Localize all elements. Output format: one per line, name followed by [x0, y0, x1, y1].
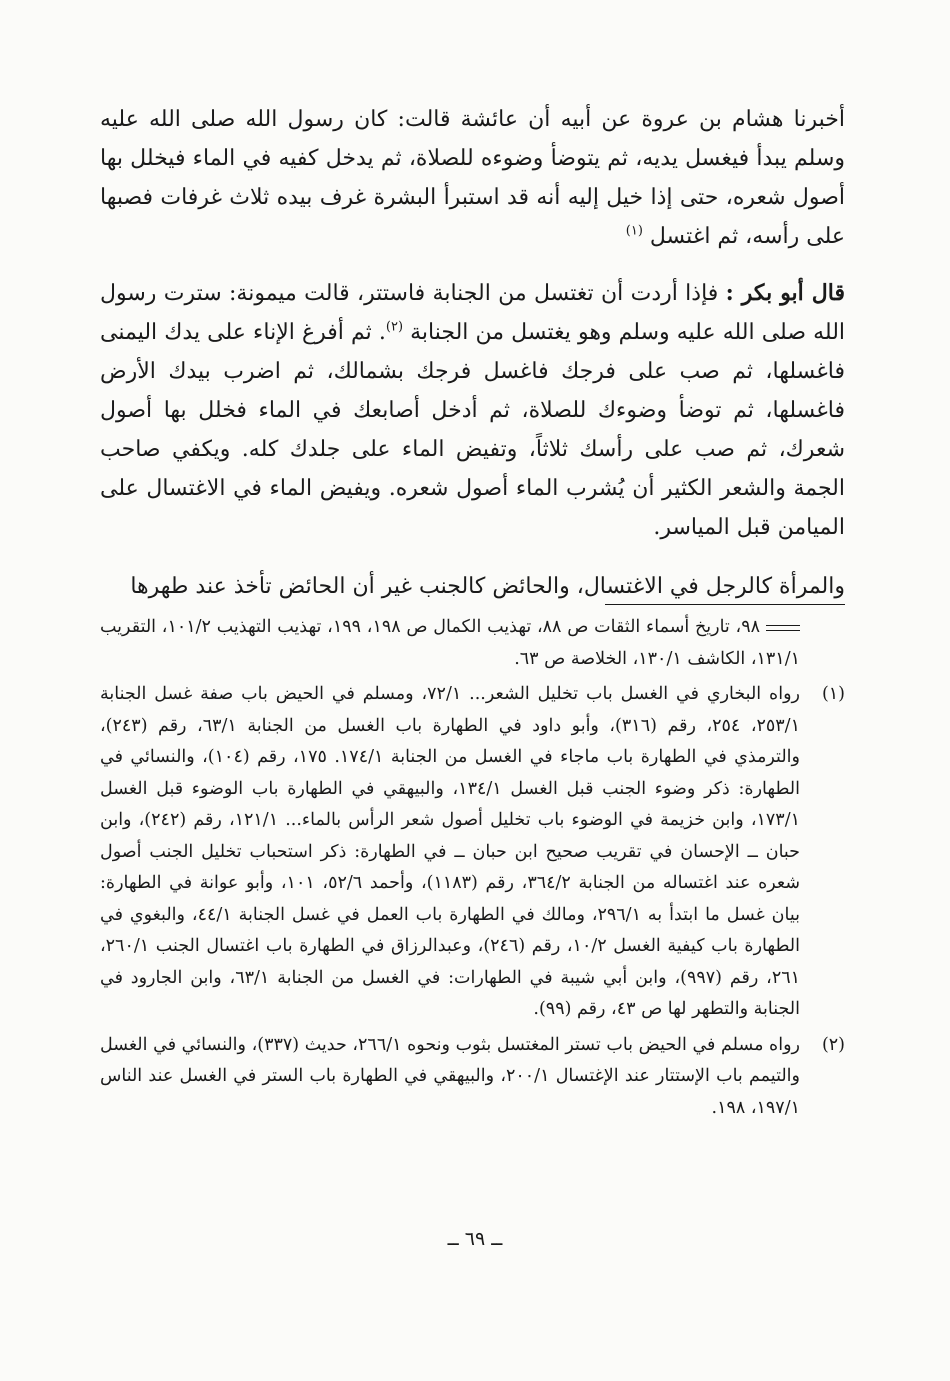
paragraph-2-text-b: . ثم أفرغ الإناء على يدك اليمنى فاغسلها، ثم صب على فرجك فاغسل فرجك بشمالك، ثم اضرب بيدك الأرض فاغسلها، ثم توضأ وضوءك للصلاة، ثم أدخل أصابعك في الماء فخلل بها أصول شعرك، ثم صب على رأسك ثلاثاً، وتفيض الماء على جلدك كله. ويكفي صاحب الجمة والشعر الكثير أن يُشرب الماء أصول شعره. ويفيض الماء في الاغتسال على الميامن قبل المياسر.: [100, 320, 845, 540]
footnote-2: [100, 1030, 845, 1125]
footnote-text: ٩٨، تاريخ أسماء الثقات ص ٨٨، تهذيب الكمال ص ١٩٨، ١٩٩، تهذيب التهذيب ١٠١/٢، التقريب ١٣١/١، الكاشف ١٣٠/١، الخلاصة ص ٦٣.: [100, 617, 800, 669]
footnote-continuation: [100, 612, 845, 675]
page-number: ــ ٦٩ ــ: [447, 1228, 503, 1250]
footnote-mark: (٢): [821, 1034, 845, 1055]
footnotes: [100, 612, 845, 1128]
paragraph-1-text: أخبرنا هشام بن عروة عن أبيه أن عائشة قالت: كان رسول الله صلى الله عليه وسلم يبدأ فيغسل يديه، ثم يتوضأ وضوءه للصلاة، ثم يدخل كفيه في الماء فيخلل بها أصول شعره، حتى إذا خيل إليه أنه قد استبرأ البشرة غرف بيده ثلاث غرفات فصبها على رأسه، ثم اغتسل: [100, 107, 845, 249]
footnote-text: رواه مسلم في الحيض باب تستر المغتسل بثوب ونحوه ٢٦٦/١، حديث (٣٣٧)، والنسائي في الغسل والتيمم باب الإستتار عند الإغتسال ٢٠٠/١، والبيهقي في الطهارة باب الستر في الغسل عند الناس ١٩٧/١، ١٩٨.: [100, 1034, 800, 1118]
footnote-ref-1[interactable]: (١): [625, 223, 643, 239]
main-text: [100, 100, 845, 606]
footnote-1: [100, 679, 845, 1026]
footnote-mark: (١): [821, 684, 845, 704]
speaker-lead: قال أبو بكر :: [725, 280, 845, 306]
paragraph-2: [100, 274, 845, 547]
continuation-dash: [766, 621, 800, 635]
paragraph-1: [100, 100, 845, 256]
footnote-separator: [605, 604, 845, 605]
paragraph-2-text-a: فإذا أردت أن تغتسل من الجنابة فاستتر، قالت ميمونة: سترت رسول الله صلى الله عليه وسلم وهو يغتسل من الجنابة: [100, 281, 846, 345]
footnote-text: رواه البخاري في الغسل باب تخليل الشعر... ٧٢/١، ومسلم في الحيض باب صفة غسل الجنابة ٢٥٣/١، ٢٥٤، رقم (٣١٦)، وأبو داود في الطهارة باب الغسل من الجنابة ٦٣/١، رقم (٢٤٣)، والترمذي في الطهارة باب ماجاء في الغسل من الجنابة ١٧٤/١. ١٧٥، رقم (١٠٤)، والنسائي في الطهارة: ذكر وضوء الجنب قبل الغسل ١٣٤/١، والبيهقي في الطهارة باب الوضوء قبل الغسل ١٧٣/١، وابن خزيمة في الوضوء باب تخليل أصول شعر الرأس بالماء... ١٢١/١، رقم (٢٤٢)، وابن حبان ــ الإحسان في تقريب صحيح ابن حبان ــ في الطهارة: ذكر استحباب تخليل الجنب أصول شعره عند اغتساله من الجنابة ٣٦٤/٢، رقم (١١٨٣)، وأحمد ٥٢/٦، ١٠١، وأبو عوانة في الطهارة: بيان غسل ما ابتدأ به ٢٩٦/١، ومالك في الطهارة باب العمل في غسل الجنابة ٤٤/١، والبغوي في الطهارة باب كيفية الغسل ١٠/٢، رقم (٢٤٦)، وعبدالرزاق في الطهارة باب اغتسال الجنب ٢٦٠/١، ٢٦١، رقم (٩٩٧)، وابن أبي شيبة في الطهارات: في الغسل من الجنابة ٦٣/١، وابن الجارود في الجنابة والتطهر لها ص ٤٣، رقم (٩٩).: [100, 684, 801, 1019]
paragraph-3: والمرأة كالرجل في الاغتسال، والحائض كالجنب غير أن الحائض تأخذ عند طهرها: [130, 574, 845, 599]
footnote-ref-2[interactable]: (٢): [385, 319, 404, 335]
